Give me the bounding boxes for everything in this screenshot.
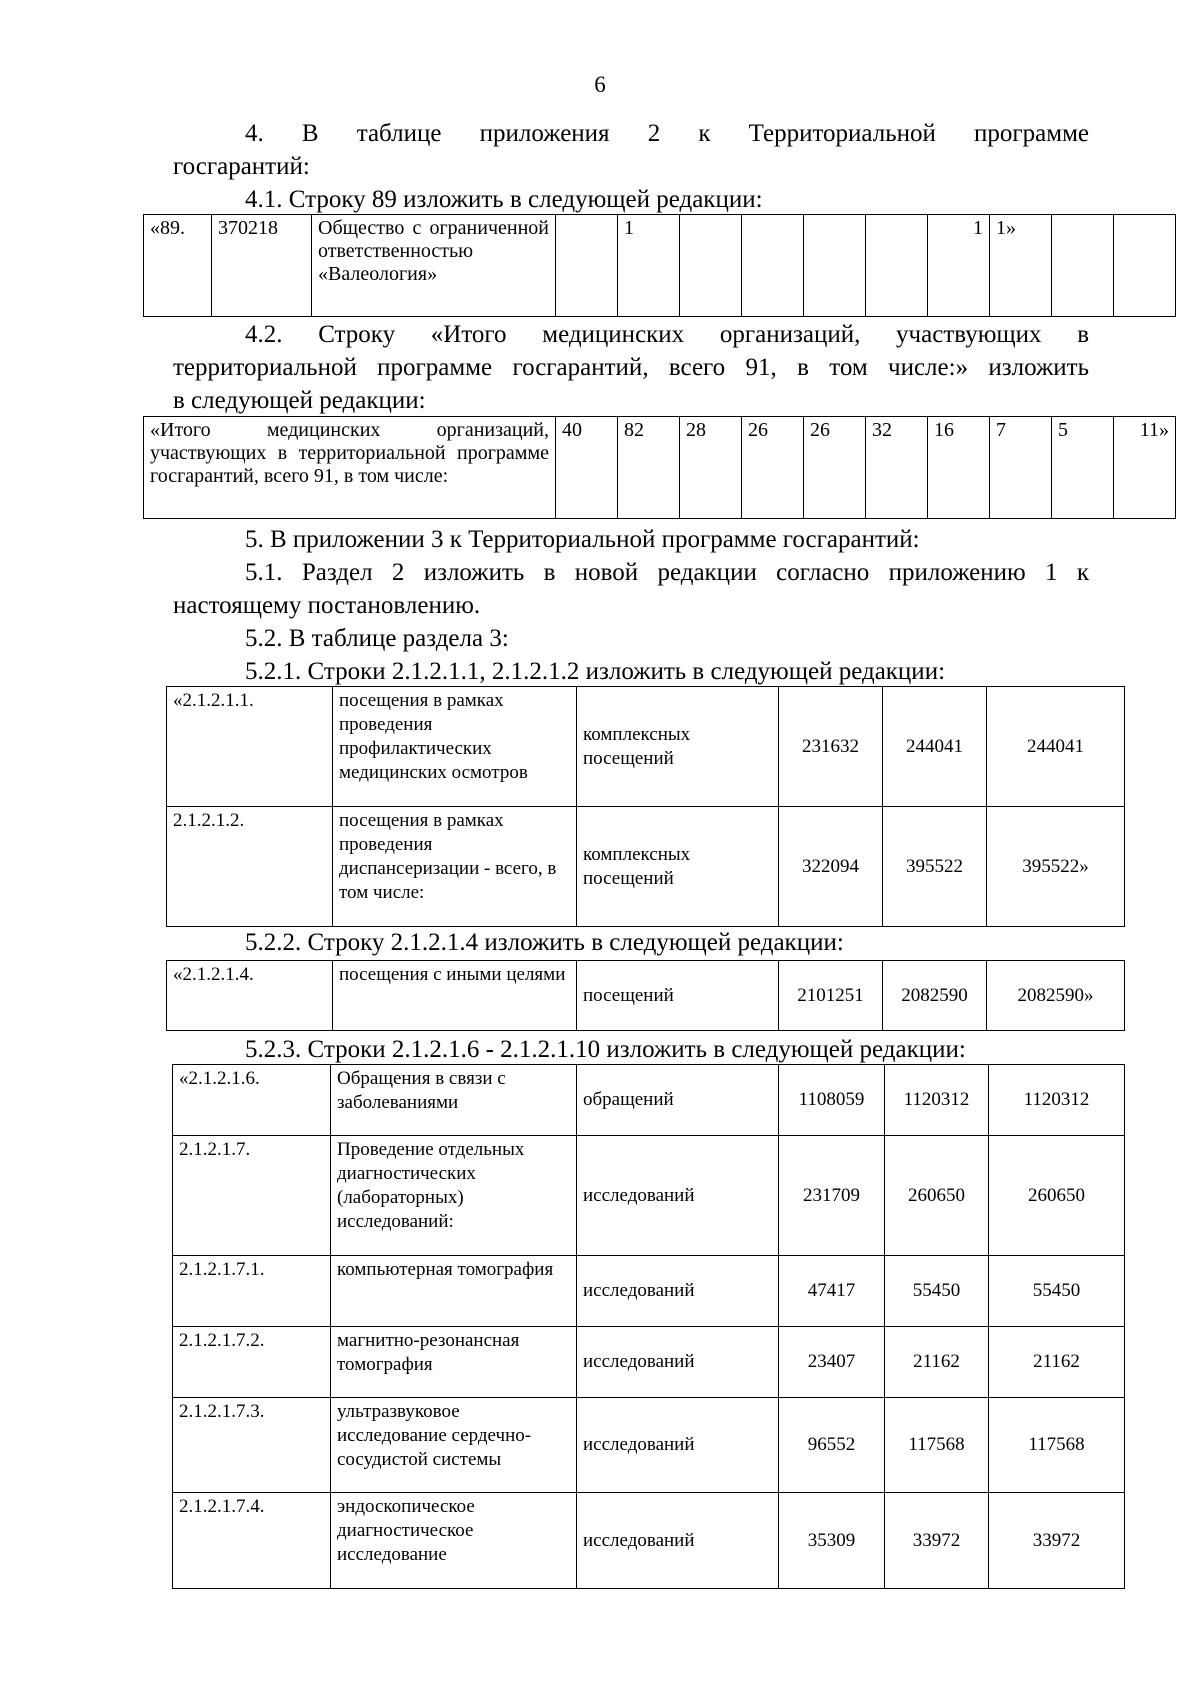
row-value-2: 117568 (885, 1398, 989, 1493)
table-row (167, 687, 1125, 807)
row-value-1: 2101251 (779, 961, 883, 1031)
table2-value-7: 16 (928, 417, 990, 519)
paragraph-4-line2: госгарантий: (173, 153, 310, 180)
row-unit: исследований (577, 1256, 779, 1327)
paragraph-5-2-1: 5.2.1. Строки 2.1.2.1.1, 2.1.2.1.2 изложить в следующей редакции: (245, 658, 946, 685)
table2-value-8: 7 (990, 417, 1052, 519)
row-unit: обращений (577, 1065, 779, 1136)
row-value-3: 1120312 (989, 1065, 1125, 1136)
row-unit: комплексных посещений (577, 807, 779, 927)
row-value-1: 47417 (779, 1256, 885, 1327)
paragraph-5-1-line1: 5.1. Раздел 2 изложить в новой редакции согласно приложению 1 к (245, 559, 1089, 586)
table2-value-10: 11» (1114, 417, 1176, 519)
table-row (167, 807, 1125, 927)
table-row (173, 1256, 1125, 1327)
row-value-3: 2082590» (987, 961, 1125, 1031)
row-value-1: 23407 (779, 1327, 885, 1398)
table-row (167, 961, 1125, 1031)
table2-value-4: 26 (742, 417, 804, 519)
row-unit: исследований (577, 1493, 779, 1589)
table1-cell-10: 1 (928, 215, 990, 317)
table1-cell-11: 1» (990, 215, 1052, 317)
row-unit: исследований (577, 1327, 779, 1398)
row-value-2: 21162 (885, 1327, 989, 1398)
table2-value-3: 28 (680, 417, 742, 519)
row-name: Проведение отдельных диагностических (лабораторных) исследований: (331, 1136, 577, 1256)
row-unit: комплексных посещений (577, 687, 779, 807)
table-rows-2-1-2-1-1-2 (166, 686, 1125, 927)
row-value-2: 2082590 (883, 961, 987, 1031)
table2-value-9: 5 (1052, 417, 1114, 519)
table1-cell-8 (804, 215, 866, 317)
row-name: посещения с иными целями (333, 961, 577, 1031)
row-value-2: 260650 (885, 1136, 989, 1256)
table1-cell-7 (742, 215, 804, 317)
paragraph-4-2-line3: в следующей редакции: (173, 387, 426, 414)
paragraph-5: 5. В приложении 3 к Территориальной программе госгарантий: (245, 526, 920, 553)
row-name: Обращения в связи с заболеваниями (331, 1065, 577, 1136)
row-code: «2.1.2.1.6. (173, 1065, 331, 1136)
row-code: «2.1.2.1.1. (167, 687, 333, 807)
table1-cell-2: 370218 (212, 215, 312, 317)
table-row-89 (143, 214, 1176, 317)
table-row (173, 1136, 1125, 1256)
page-number: 6 (594, 72, 606, 97)
row-value-3: 260650 (989, 1136, 1125, 1256)
row-value-3: 395522» (987, 807, 1125, 927)
row-name: ультразвуковое исследование сердечно-сосудистой системы (331, 1398, 577, 1493)
row-value-1: 1108059 (779, 1065, 885, 1136)
row-value-2: 244041 (883, 687, 987, 807)
paragraph-5-2: 5.2. В таблице раздела 3: (245, 625, 509, 652)
row-code: 2.1.2.1.7.2. (173, 1327, 331, 1398)
row-value-3: 117568 (989, 1398, 1125, 1493)
table1-cell-1: «89. (144, 215, 212, 317)
row-value-1: 231709 (779, 1136, 885, 1256)
row-name: посещения в рамках проведения профилактических медицинских осмотров (333, 687, 577, 807)
row-name: эндоскопическое диагностическое исследование (331, 1493, 577, 1589)
row-value-2: 33972 (885, 1493, 989, 1589)
row-name: магнитно-резонансная томография (331, 1327, 577, 1398)
paragraph-4-2-line1: 4.2. Строку «Итого медицинских организаций, участвующих в (245, 321, 1089, 348)
row-value-1: 322094 (779, 807, 883, 927)
table1-cell-6 (680, 215, 742, 317)
row-value-3: 33972 (989, 1493, 1125, 1589)
paragraph-5-2-3: 5.2.3. Строки 2.1.2.1.6 - 2.1.2.1.10 изложить в следующей редакции: (245, 1036, 966, 1063)
row-code: 2.1.2.1.7.3. (173, 1398, 331, 1493)
table1-cell-13 (1114, 215, 1176, 317)
row-value-3: 55450 (989, 1256, 1125, 1327)
table1-cell-4 (556, 215, 618, 317)
table1-cell-12 (1052, 215, 1114, 317)
row-value-1: 96552 (779, 1398, 885, 1493)
row-value-2: 395522 (883, 807, 987, 927)
paragraph-4-2-line2: территориальной программе госгарантий, всего 91, в том числе:» изложить (173, 354, 1089, 381)
paragraph-4-line1: 4. В таблице приложения 2 к Территориальной программе (245, 120, 1089, 147)
row-value-2: 1120312 (885, 1065, 989, 1136)
row-code: 2.1.2.1.7.1. (173, 1256, 331, 1327)
table2-value-2: 82 (618, 417, 680, 519)
row-name: посещения в рамках проведения диспансеризации - всего, в том числе: (333, 807, 577, 927)
row-value-3: 21162 (989, 1327, 1125, 1398)
paragraph-5-2-2: 5.2.2. Строку 2.1.2.1.4 изложить в следующей редакции: (245, 929, 844, 956)
row-value-1: 231632 (779, 687, 883, 807)
row-code: 2.1.2.1.7.4. (173, 1493, 331, 1589)
table-row (173, 1327, 1125, 1398)
row-value-2: 55450 (885, 1256, 989, 1327)
table-row-2-1-2-1-4 (166, 960, 1125, 1031)
row-unit: исследований (577, 1398, 779, 1493)
paragraph-4-1: 4.1. Строку 89 изложить в следующей редакции: (245, 186, 763, 213)
row-code: «2.1.2.1.4. (167, 961, 333, 1031)
paragraph-5-1-line2: настоящему постановлению. (173, 592, 481, 619)
table1-cell-3: Общество с ограниченной ответственностью «Валеология» (312, 215, 556, 317)
table1-cell-9 (866, 215, 928, 317)
table2-value-6: 32 (866, 417, 928, 519)
row-name: компьютерная томография (331, 1256, 577, 1327)
row-code: 2.1.2.1.2. (167, 807, 333, 927)
row-value-1: 35309 (779, 1493, 885, 1589)
row-unit: исследований (577, 1136, 779, 1256)
table-rows-2-1-2-1-6-10 (172, 1064, 1125, 1589)
table-row (173, 1493, 1125, 1589)
table-total-row (143, 416, 1176, 519)
table-row (173, 1065, 1125, 1136)
row-value-3: 244041 (987, 687, 1125, 807)
table2-value-5: 26 (804, 417, 866, 519)
row-unit: посещений (577, 961, 779, 1031)
table2-label: «Итого медицинских организаций, участвующих в территориальной программе госгарантий, всего 91, в том числе: (144, 417, 556, 519)
table2-value-1: 40 (556, 417, 618, 519)
table1-cell-5: 1 (618, 215, 680, 317)
table-row (173, 1398, 1125, 1493)
row-code: 2.1.2.1.7. (173, 1136, 331, 1256)
